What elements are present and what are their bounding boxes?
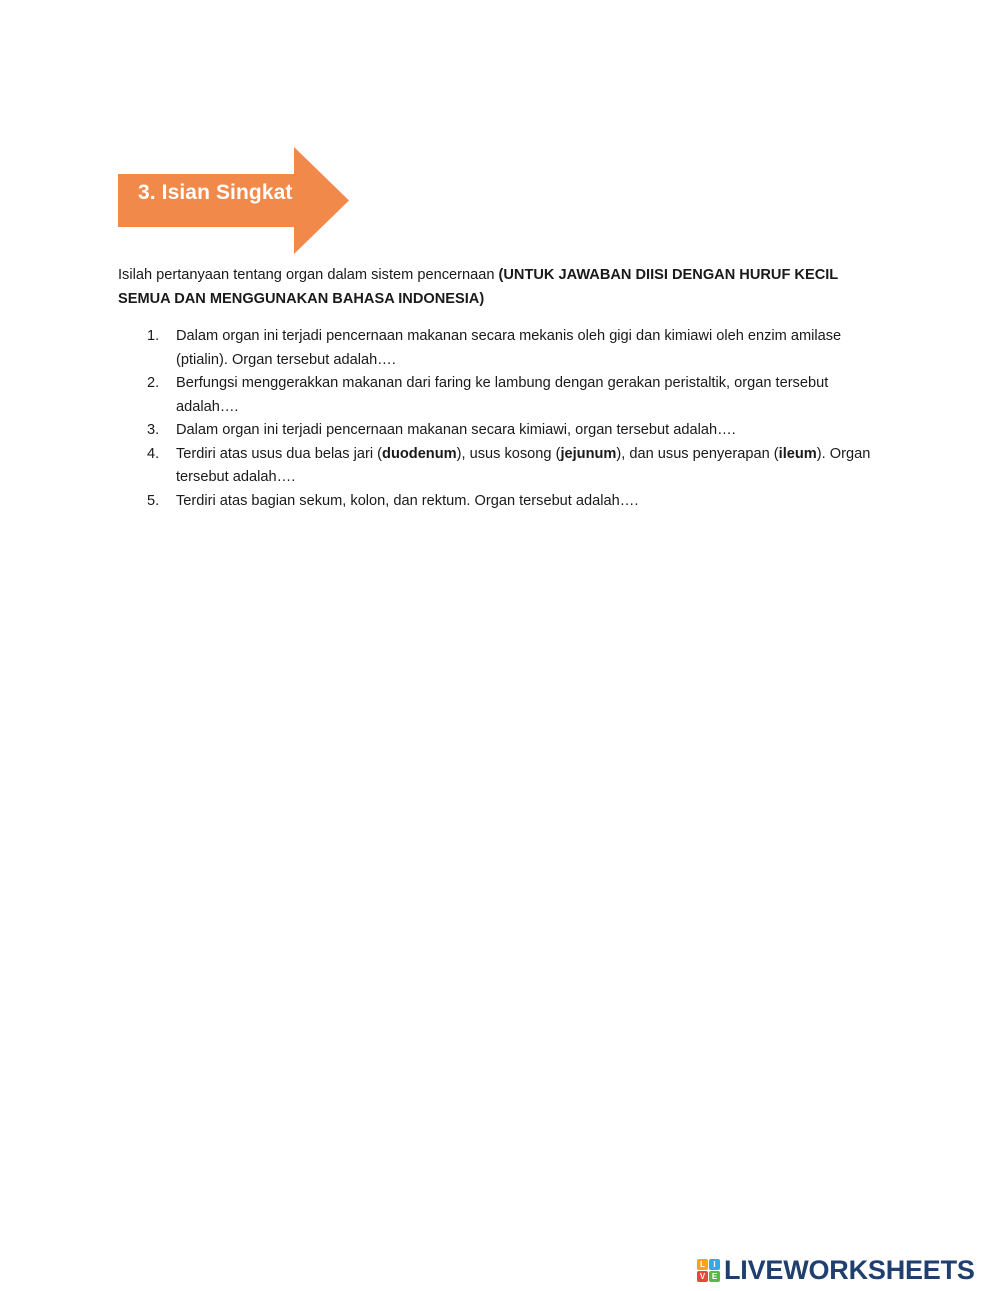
question-list: [118, 325, 878, 513]
logo-text: LIVEWORKSHEETS: [724, 1254, 975, 1285]
logo-mark-icon: [697, 1259, 720, 1282]
question-text: Berfungsi menggerakkan makanan dari faring ke lambung dengan gerakan peristaltik, organ tersebut adalah….: [176, 375, 829, 415]
logo-mark-e: E: [709, 1271, 720, 1282]
question-item: [118, 443, 878, 490]
question-item: [118, 490, 878, 514]
term-ileum: ileum: [778, 445, 817, 462]
question-text: ). Organ tersebut adalah….: [176, 445, 871, 485]
term-jejunum: jejunum: [560, 445, 617, 462]
question-text: Terdiri atas bagian sekum, kolon, dan rektum. Organ tersebut adalah….: [176, 492, 639, 509]
question-number: 3.: [147, 422, 160, 438]
question-text: Dalam organ ini terjadi pencernaan makanan secara mekanis oleh gigi dan kimiawi oleh enzim amilase (ptialin). Organ tersebut adalah….: [176, 328, 842, 368]
section-title: 3. Isian Singkat: [138, 181, 293, 204]
question-number: 1.: [147, 328, 160, 344]
question-item: [118, 372, 878, 419]
question-item: [118, 419, 878, 443]
section-header-arrow: [118, 147, 349, 254]
question-text: ), dan usus penyerapan (: [616, 445, 779, 462]
instructions: [118, 264, 878, 311]
instructions-text: Isilah pertanyaan tentang organ dalam sistem pencernaan: [118, 267, 499, 283]
question-text: Dalam organ ini terjadi pencernaan makanan secara kimiawi, organ tersebut adalah….: [176, 422, 736, 438]
logo-mark-v: V: [697, 1271, 708, 1282]
question-item: [118, 325, 878, 372]
question-text: ), usus kosong (: [456, 445, 561, 462]
question-number: 2.: [147, 375, 160, 391]
term-duodenum: duodenum: [382, 445, 457, 462]
logo-mark-i: I: [709, 1259, 720, 1270]
question-text: Terdiri atas usus dua belas jari (: [176, 445, 383, 462]
logo-mark-l: L: [697, 1259, 708, 1270]
question-number: 4.: [147, 445, 160, 462]
instructions-emphasis: (UNTUK JAWABAN DIISI DENGAN HURUF KECIL SEMUA DAN MENGGUNAKAN BAHASA INDONESIA): [118, 267, 838, 307]
question-number: 5.: [147, 492, 160, 509]
liveworksheets-logo: [697, 1256, 975, 1284]
